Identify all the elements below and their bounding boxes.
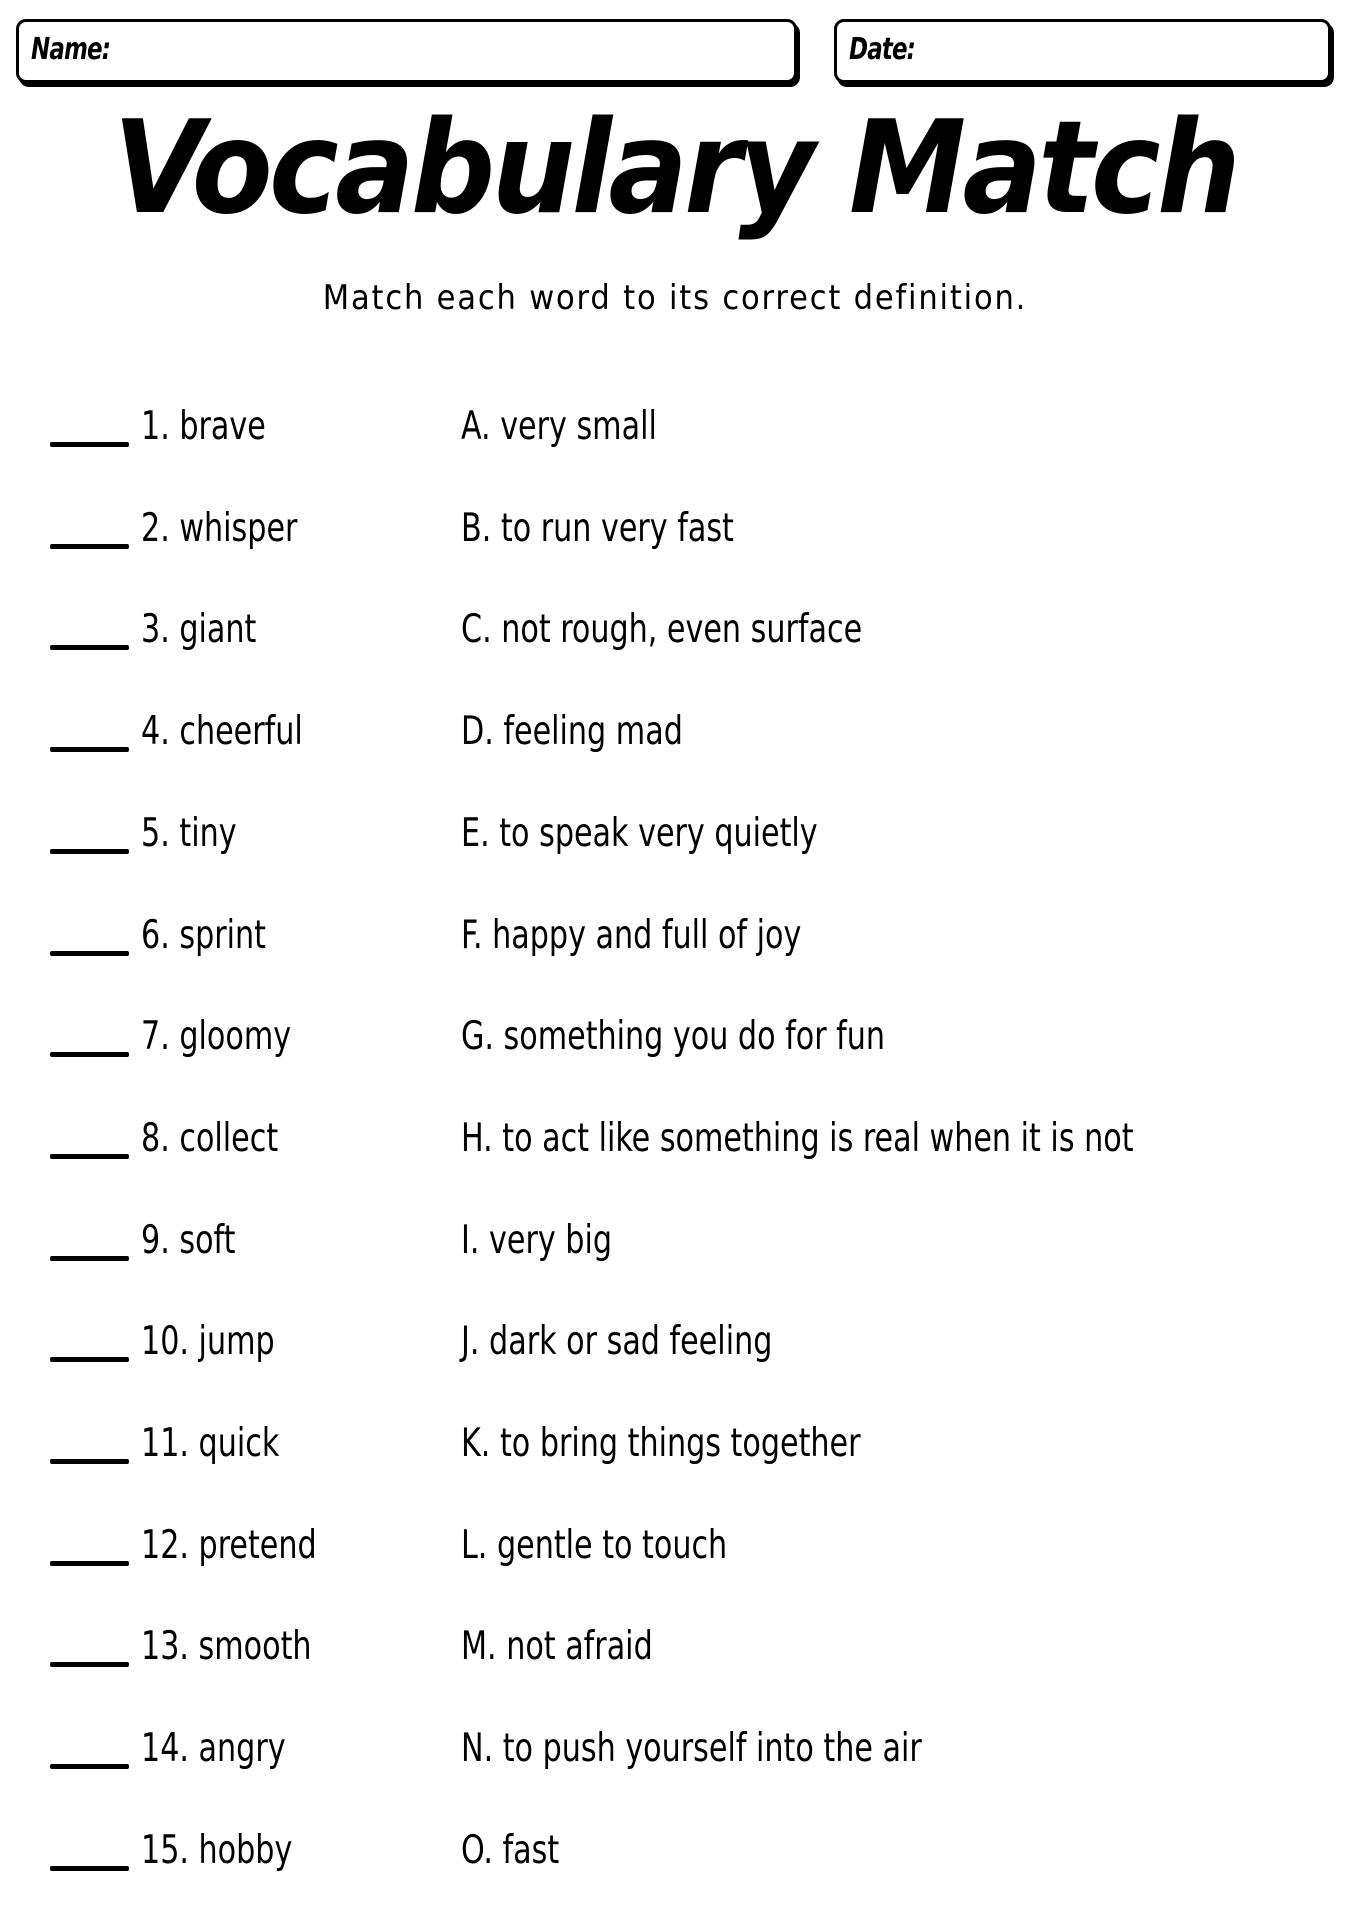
name-field[interactable] (16, 19, 797, 83)
answer-blank[interactable] (50, 442, 129, 447)
word-number: 5. (141, 810, 170, 856)
word-text: whisper (179, 505, 298, 551)
definition (461, 1319, 773, 1365)
definition-text: gentle to touch (496, 1522, 728, 1568)
definition (461, 1421, 861, 1466)
vocab-word (141, 1217, 236, 1263)
definition-text: very small (500, 404, 657, 449)
word-text: cheerful (179, 709, 303, 755)
list-item (0, 1829, 1350, 1889)
word-text: gloomy (179, 1014, 292, 1060)
answer-blank[interactable] (50, 951, 129, 956)
vocab-word (141, 1522, 317, 1568)
word-number: 12. (141, 1522, 189, 1568)
definition (461, 404, 657, 449)
definition-letter: C. (461, 607, 492, 653)
answer-blank[interactable] (50, 747, 129, 752)
definition-text: very big (489, 1217, 613, 1263)
date-label: Date: (849, 32, 915, 67)
instructions: Match each word to its correct definition. (322, 278, 1028, 318)
word-text: smooth (198, 1624, 312, 1670)
word-text: quick (198, 1421, 280, 1466)
definition-text: something you do for fun (503, 1014, 886, 1060)
list-item (0, 710, 1350, 770)
vocab-word (141, 912, 266, 958)
word-number: 8. (141, 1115, 170, 1161)
page-title (0, 94, 1350, 243)
answer-blank[interactable] (50, 1357, 129, 1362)
word-number: 13. (141, 1624, 189, 1670)
definition-text: to act like something is real when it is not (502, 1115, 1134, 1161)
definition (461, 912, 802, 958)
definition (461, 1624, 653, 1670)
definition-letter: O. (461, 1827, 493, 1873)
definition-letter: L. (461, 1522, 488, 1568)
list-item (0, 1320, 1350, 1380)
vocab-word (141, 1014, 292, 1060)
definition-text: fast (502, 1827, 560, 1873)
definition-letter: G. (461, 1014, 494, 1060)
word-number: 7. (141, 1014, 170, 1060)
word-number: 10. (141, 1319, 189, 1365)
definition-text: happy and full of joy (492, 912, 802, 958)
vocab-word (141, 1319, 275, 1365)
definition (461, 607, 863, 653)
definition (461, 709, 683, 755)
word-number: 3. (141, 607, 170, 653)
answer-blank[interactable] (50, 1052, 129, 1057)
vocab-word (141, 709, 303, 755)
definition-text: to push yourself into the air (502, 1726, 922, 1772)
list-item (0, 507, 1350, 567)
definition (461, 1217, 613, 1263)
word-text: hobby (198, 1827, 293, 1873)
definition-text: not afraid (506, 1624, 653, 1670)
definition-letter: M. (461, 1624, 497, 1670)
definition-letter: K. (461, 1421, 491, 1466)
list-item (0, 405, 1350, 465)
vocab-word (141, 505, 298, 551)
word-text: giant (179, 607, 257, 653)
answer-blank[interactable] (50, 1866, 129, 1871)
answer-blank[interactable] (50, 1256, 129, 1261)
answer-blank[interactable] (50, 849, 129, 854)
definition-letter: A. (461, 404, 491, 449)
list-item (0, 1727, 1350, 1787)
list-item (0, 608, 1350, 668)
answer-blank[interactable] (50, 1764, 129, 1769)
page-title-text: Vocabulary Match (112, 94, 1238, 243)
list-item (0, 1422, 1350, 1482)
definition-text: to bring things together (499, 1421, 861, 1466)
definition (461, 1014, 886, 1060)
answer-blank[interactable] (50, 645, 129, 650)
vocab-word (141, 1827, 293, 1873)
definition (461, 810, 818, 856)
list-item (0, 812, 1350, 872)
vocab-word (141, 404, 266, 449)
word-number: 4. (141, 709, 170, 755)
answer-blank[interactable] (50, 1561, 129, 1566)
answer-blank[interactable] (50, 1459, 129, 1464)
answer-blank[interactable] (50, 1154, 129, 1159)
definition (461, 1827, 560, 1873)
vocab-word (141, 810, 237, 856)
definition-letter: E. (461, 810, 490, 856)
definition-letter: I. (461, 1217, 480, 1263)
word-number: 9. (141, 1217, 170, 1263)
vocab-word (141, 1624, 312, 1670)
definition-letter: J. (461, 1319, 480, 1365)
definition-letter: D. (461, 709, 494, 755)
date-field[interactable] (834, 19, 1331, 83)
word-number: 11. (141, 1421, 189, 1466)
definition (461, 1522, 728, 1568)
list-item (0, 1625, 1350, 1685)
word-number: 6. (141, 912, 170, 958)
definition-letter: F. (461, 912, 483, 958)
definition-text: to speak very quietly (499, 810, 818, 856)
word-text: sprint (179, 912, 266, 958)
word-number: 15. (141, 1827, 189, 1873)
definition-letter: B. (461, 505, 492, 551)
vocab-word (141, 1115, 279, 1161)
definition-letter: H. (461, 1115, 493, 1161)
list-item (0, 1219, 1350, 1279)
definition (461, 1115, 1134, 1161)
definition (461, 1726, 922, 1772)
word-text: jump (198, 1319, 275, 1365)
word-text: angry (198, 1726, 286, 1772)
list-item (0, 1524, 1350, 1584)
word-text: tiny (179, 810, 237, 856)
definition (461, 505, 734, 551)
name-label: Name: (31, 32, 111, 67)
definition-text: to run very fast (500, 505, 734, 551)
word-text: brave (179, 404, 266, 449)
word-text: soft (179, 1217, 236, 1263)
word-text: pretend (198, 1522, 317, 1568)
vocab-word (141, 607, 257, 653)
definition-text: feeling mad (503, 709, 683, 755)
definition-text: not rough, even surface (501, 607, 863, 653)
list-item (0, 1015, 1350, 1075)
word-number: 1. (141, 404, 170, 449)
list-item (0, 914, 1350, 974)
answer-blank[interactable] (50, 1662, 129, 1667)
word-number: 2. (141, 505, 170, 551)
word-text: collect (179, 1115, 279, 1161)
definition-text: dark or sad feeling (489, 1319, 773, 1365)
word-number: 14. (141, 1726, 189, 1772)
definition-letter: N. (461, 1726, 494, 1772)
list-item (0, 1117, 1350, 1177)
answer-blank[interactable] (50, 544, 129, 549)
vocab-word (141, 1421, 280, 1466)
vocab-word (141, 1726, 286, 1772)
